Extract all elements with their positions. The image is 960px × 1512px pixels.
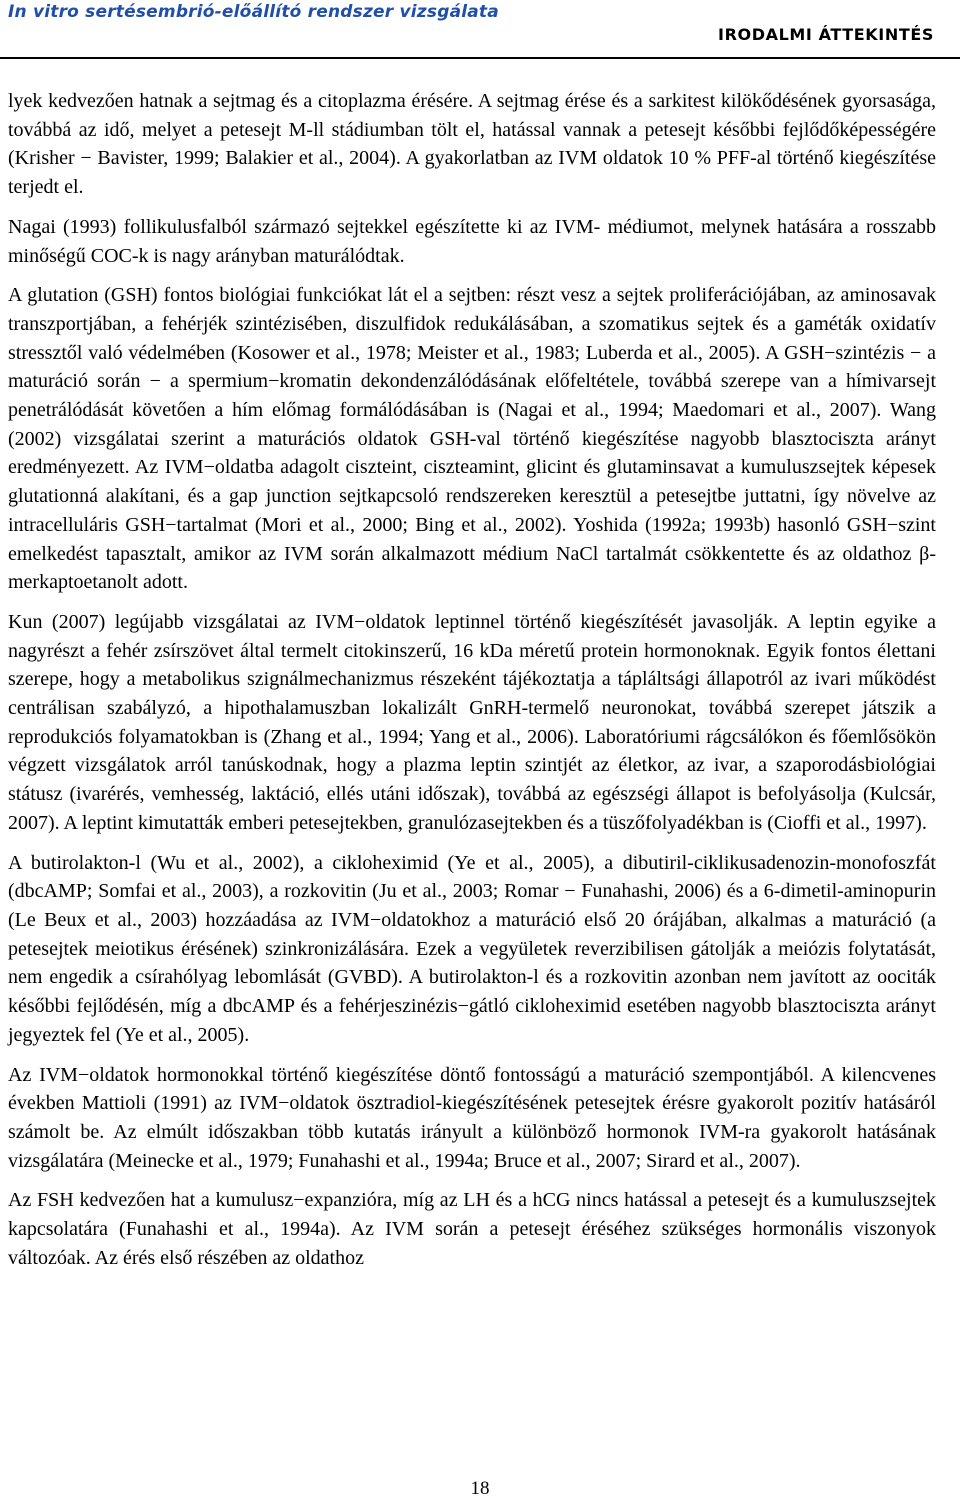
page-number: 18: [470, 1478, 490, 1499]
paragraph: Nagai (1993) follikulusfalból származó sejtekkel egészítette ki az IVM- médiumot, melynek hatására a rosszabb minőségű COC-k is nagy arányban maturálódtak.: [8, 215, 936, 267]
page-header: [0, 0, 960, 66]
header-divider: [0, 57, 960, 59]
document-title: In vitro sertésembrió-előállító rendszer vizsgálata: [8, 2, 499, 22]
paragraph: Kun (2007) legújabb vizsgálatai az IVM−oldatok leptinnel történő kiegészítését javasolják. A leptin egyike a nagyrészt a fehér zsírszövet által termelt citokinszerű, 16 kDa méretű protein hormonoknak. Egyik fontos élettani szerepe, hogy a metabolikus szignálmechanizmus részeként tájékoztatja a tápláltsági állapotról az ivari működést centrálisan szabályzó, a hipothalamuszban lokalizált GnRH-termelő neuronokat, továbbá szerepet játszik a reprodukciós folyamatokban is (Zhang et al., 1994; Yang et al., 2006). Laboratóriumi rágcsálókon és főemlősökön végzett vizsgálatok arról tanúskodnak, hogy a plazma leptin szintjét az életkor, az ivar, a szaporodásbiológiai státusz (ivarérés, vemhesség, laktáció, ellés utáni időszak), továbbá az egészségi állapot is befolyásolja (Kulcsár, 2007). A leptint kimutatták emberi petesejtekben, granulózasejtekben és a tüszőfolyadékban is (Cioffi et al., 1997).: [8, 610, 936, 834]
body-text: [8, 87, 936, 1283]
paragraph: lyek kedvezően hatnak a sejtmag és a citoplazma érésére. A sejtmag érése és a sarkitest kilökődésének gyorsasága, továbbá az idő, melyet a petesejt M-ll stádiumban tölt el, hatással vannak a petesejt későbbi fejlődőképességére (Krisher − Bavister, 1999; Balakier et al., 2004). A gyakorlatban az IVM oldatok 10 % PFF-al történő kiegészítése terjedt el.: [8, 90, 936, 199]
paragraph: Az FSH kedvezően hat a kumulusz−expanzióra, míg az LH és a hCG nincs hatással a petesejt és a kumuluszsejtek kapcsolatára (Funahashi et al., 1994a). Az IVM során a petesejt éréséhez szükséges hormonális viszonyok változóak. Az érés első részében az oldathoz: [8, 1189, 936, 1269]
paragraph: A butirolakton-l (Wu et al., 2002), a cikloheximid (Ye et al., 2005), a dibutiril-ciklikusadenozin-monofoszfát (dbcAMP; Somfai et al., 2003), a rozkovitin (Ju et al., 2003; Romar − Funahashi, 2006) és a 6-dimetil-aminopurin (Le Beux et al., 2003) hozzáadása az IVM−oldatokhoz a maturáció első 20 órájában, alkalmas a maturáció (a petesejtek meiotikus érésének) szinkronizálására. Ezek a vegyületek reverzibilisen gátolják a meiózis folytatását, nem engedik a csírahólyag lebomlását (GVBD). A butirolakton-l és a rozkovitin azonban nem javított az oociták későbbi fejlődésén, míg a dbcAMP és a fehérjeszinézis−gátló cikloheximid esetében nagyobb blasztociszta arányt jegyeztek fel (Ye et al., 2005).: [8, 851, 936, 1046]
paragraph: A glutation (GSH) fontos biológiai funkciókat lát el a sejtben: részt vesz a sejtek proliferációjában, az aminosavak transzportjában, a fehérjék szintézisében, diszulfidok redukálásában, a szomatikus sejtek és a gaméták oxidatív stressztől való védelmében (Kosower et al., 1978; Meister et al., 1983; Luberda et al., 2005). A GSH−szintézis − a maturáció során − a spermium−kromatin dekondenzálódásának előfeltétele, továbbá szerepe van a hímivarsejt penetrálódását követően a hím előmag formálódásában is (Nagai et al., 1994; Maedomari et al., 2007). Wang (2002) vizsgálatai szerint a maturációs oldatok GSH-val történő kiegészítése nagyobb blasztociszta arányt eredményezett. Az IVM−oldatba adagolt ciszteint, ciszteamint, glicint és glutaminsavat a kumuluszsejtek képesek glutationná alakítani, és a gap junction sejtkapcsoló rendszereken keresztül a petesejtbe juttatni, így növelve az intracelluláris GSH−tartalmat (Mori et al., 2000; Bing et al., 2002). Yoshida (1992a; 1993b) hasonló GSH−szint emelkedést tapasztalt, amikor az IVM során alkalmazott médium NaCl tartalmát csökkentette és az oldathoz β-merkaptoetanolt adott.: [8, 284, 936, 594]
section-title: IRODALMI ÁTTEKINTÉS: [718, 25, 934, 44]
paragraph: Az IVM−oldatok hormonokkal történő kiegészítése döntő fontosságú a maturáció szempontjából. A kilencvenes években Mattioli (1991) az IVM−oldatok ösztradiol-kiegészítésének petesejtek érésre gyakorolt pozitív hatásáról számolt be. Az elmúlt időszakban több kutatás irányult a különböző hormonok IVM-ra gyakorolt hatásának vizsgálatára (Meinecke et al., 1979; Funahashi et al., 1994a; Bruce et al., 2007; Sirard et al., 2007).: [8, 1063, 936, 1172]
